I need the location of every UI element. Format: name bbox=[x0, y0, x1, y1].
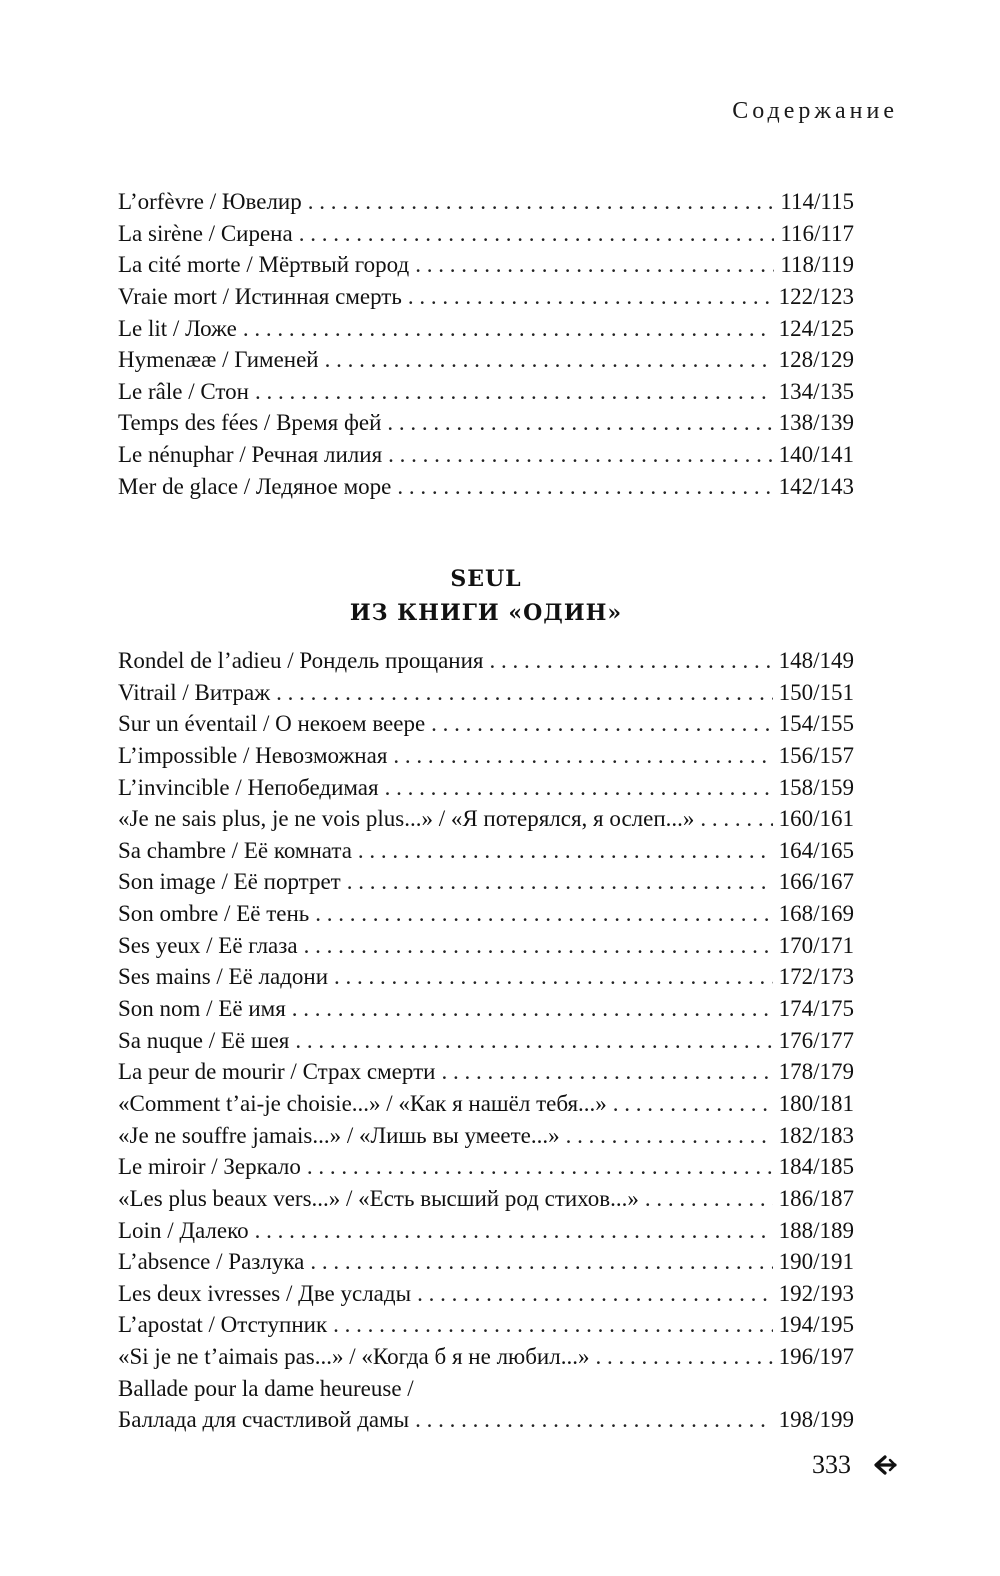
toc-entry[interactable] bbox=[118, 1120, 854, 1152]
toc-entry[interactable] bbox=[118, 1025, 854, 1057]
dot-leader bbox=[415, 1404, 772, 1436]
dot-leader bbox=[441, 1056, 772, 1088]
toc-entry-pages: 148/149 bbox=[778, 648, 854, 673]
toc-entry[interactable] bbox=[118, 407, 854, 439]
toc-entry-title: L’impossible / Невозможная bbox=[118, 742, 388, 768]
toc-entry-pages: 140/141 bbox=[778, 442, 854, 468]
toc-entry[interactable] bbox=[118, 1278, 854, 1310]
toc-entry[interactable] bbox=[118, 993, 854, 1025]
toc-entry[interactable] bbox=[118, 344, 854, 376]
toc-entry-title: Le lit / Ложе bbox=[118, 315, 237, 341]
toc-entry-title: La sirène / Сирена bbox=[118, 220, 293, 246]
toc-entry-pages: 188/189 bbox=[778, 1217, 854, 1243]
toc-entry-pages: 116/117 bbox=[780, 220, 854, 246]
left-arrow-icon[interactable] bbox=[868, 1450, 898, 1480]
toc-entry[interactable] bbox=[118, 1309, 854, 1341]
toc-entry-pages: 166/167 bbox=[778, 869, 854, 895]
toc-entry[interactable] bbox=[118, 930, 854, 962]
toc-entry[interactable] bbox=[118, 471, 854, 503]
toc-entry-title: Son ombre / Её тень bbox=[118, 901, 310, 927]
toc-entry-title: Le miroir / Зеркало bbox=[118, 1154, 301, 1180]
toc-entry-title: La cité morte / Мёртвый город bbox=[118, 252, 410, 278]
toc-entry[interactable] bbox=[118, 281, 854, 313]
dot-leader bbox=[415, 249, 774, 281]
toc-entry-title: Sur un éventail / О некоем веере bbox=[118, 711, 426, 737]
toc-entry-pages: 182/183 bbox=[778, 1122, 854, 1148]
toc-entry-pages: 134/135 bbox=[778, 378, 854, 404]
toc-entry-title: Mer de glace / Ледяное море bbox=[118, 473, 392, 499]
toc-entry-pages: 192/193 bbox=[778, 1280, 854, 1306]
dot-leader bbox=[613, 1088, 773, 1120]
toc-entry[interactable] bbox=[118, 249, 854, 281]
toc-entry-pages: 184/185 bbox=[778, 1154, 854, 1180]
dot-leader bbox=[700, 803, 772, 835]
toc-entry[interactable] bbox=[118, 898, 854, 930]
toc-entry-pages: 156/157 bbox=[778, 742, 854, 768]
toc-entry-title: Le râle / Стон bbox=[118, 378, 249, 404]
dot-leader bbox=[304, 930, 773, 962]
toc-entry[interactable] bbox=[118, 708, 854, 740]
dot-leader bbox=[255, 376, 773, 408]
toc-entry-title: Temps des fées / Время фей bbox=[118, 410, 382, 436]
dot-leader bbox=[307, 1151, 773, 1183]
toc-entry[interactable] bbox=[118, 961, 854, 993]
toc-entry[interactable] bbox=[118, 835, 854, 867]
toc-entry-title: L’invincible / Непобедимая bbox=[118, 774, 379, 800]
toc-entry-pages: 172/173 bbox=[778, 964, 854, 990]
toc-entry-title: La peur de mourir / Страх смерти bbox=[118, 1059, 436, 1085]
dot-leader bbox=[325, 344, 773, 376]
toc-entry[interactable] bbox=[118, 218, 854, 250]
dot-leader bbox=[310, 1246, 772, 1278]
dot-leader bbox=[566, 1120, 773, 1152]
dot-leader bbox=[347, 866, 773, 898]
toc-entry-title: Vitrail / Витраж bbox=[118, 679, 271, 705]
toc-entry[interactable] bbox=[118, 313, 854, 345]
dot-leader bbox=[595, 1341, 772, 1373]
dot-leader bbox=[408, 281, 773, 313]
toc-entry-pages: 138/139 bbox=[778, 410, 854, 436]
toc-entry[interactable] bbox=[118, 1151, 854, 1183]
toc-entry[interactable] bbox=[118, 1404, 854, 1436]
dot-leader bbox=[358, 835, 773, 867]
toc-entry[interactable] bbox=[118, 376, 854, 408]
dot-leader bbox=[393, 740, 772, 772]
toc-entry-title: Les deux ivresses / Две услады bbox=[118, 1280, 412, 1306]
toc-list-part1 bbox=[118, 186, 854, 502]
toc-entry[interactable] bbox=[118, 1183, 854, 1215]
toc-entry-pages: 180/181 bbox=[778, 1090, 854, 1116]
dot-leader bbox=[388, 439, 772, 471]
toc-entry[interactable] bbox=[118, 772, 854, 804]
toc-entry[interactable] bbox=[118, 1056, 854, 1088]
toc-entry-title: L’absence / Разлука bbox=[118, 1249, 305, 1275]
toc-entry-pages: 142/143 bbox=[778, 473, 854, 499]
toc-entry-title: «Comment t’ai-je choisie...» / «Как я нашёл тебя...» bbox=[118, 1090, 607, 1116]
toc-entry-title: «Si je ne t’aimais pas...» / «Когда б я не любил...» bbox=[118, 1344, 590, 1370]
toc-entry-title: Son nom / Её имя bbox=[118, 996, 286, 1022]
dot-leader bbox=[397, 471, 772, 503]
toc-entry[interactable] bbox=[118, 186, 854, 218]
toc-entry-pages: 186/187 bbox=[778, 1185, 854, 1211]
toc-entry-title: «Les plus beaux vers...» / «Есть высший род стихов...» bbox=[118, 1185, 639, 1211]
toc-entry-pages: 164/165 bbox=[778, 837, 854, 863]
dot-leader bbox=[308, 186, 775, 218]
toc-entry-pages: 198/199 bbox=[778, 1407, 854, 1433]
toc-entry-pages: 128/129 bbox=[778, 347, 854, 373]
dot-leader bbox=[645, 1183, 773, 1215]
dot-leader bbox=[417, 1278, 773, 1310]
dot-leader bbox=[315, 898, 772, 930]
dot-leader bbox=[255, 1215, 773, 1247]
toc-entry[interactable] bbox=[118, 866, 854, 898]
toc-entry-title: Ses yeux / Её глаза bbox=[118, 932, 298, 958]
dot-leader bbox=[387, 407, 772, 439]
toc-entry-pages: 118/119 bbox=[780, 252, 854, 278]
toc-entry-pages: 114/115 bbox=[780, 189, 854, 214]
dot-leader bbox=[489, 645, 772, 677]
toc-entry[interactable] bbox=[118, 645, 854, 677]
toc-entry-pages: 154/155 bbox=[778, 711, 854, 737]
toc-entry-title: L’orfèvre / Ювелир bbox=[118, 189, 302, 214]
toc-entry-pages: 124/125 bbox=[778, 315, 854, 341]
toc-entry-title: L’apostat / Отступник bbox=[118, 1312, 328, 1338]
toc-entry-pages: 174/175 bbox=[778, 996, 854, 1022]
section-title-ru: ИЗ КНИГИ «ОДИН» bbox=[349, 600, 623, 626]
toc-entry-title: Son image / Её портрет bbox=[118, 869, 341, 895]
toc-entry[interactable] bbox=[118, 439, 854, 471]
dot-leader bbox=[333, 1309, 772, 1341]
toc-entry-title: «Je ne sais plus, je ne vois plus...» / «Я потерялся, я ослеп...» bbox=[118, 806, 695, 832]
toc-entry[interactable] bbox=[118, 1246, 854, 1278]
toc-entry[interactable] bbox=[118, 740, 854, 772]
toc-entry-title: Баллада для счастливой дамы bbox=[118, 1407, 410, 1433]
toc-entry-pages: 190/191 bbox=[778, 1249, 854, 1275]
toc-entry-title: Sa nuque / Её шея bbox=[118, 1027, 290, 1053]
dot-leader bbox=[295, 1025, 772, 1057]
toc-entry-title: Le nénuphar / Речная лилия bbox=[118, 442, 383, 468]
toc-entry-pages: 150/151 bbox=[778, 679, 854, 705]
dot-leader bbox=[276, 677, 772, 709]
toc-entry[interactable] bbox=[118, 1341, 854, 1373]
toc-entry[interactable] bbox=[118, 677, 854, 709]
toc-entry-title: Ballade pour la dame heureuse / bbox=[118, 1375, 414, 1401]
running-title: Содержание bbox=[732, 98, 898, 124]
toc-list-part2 bbox=[118, 645, 854, 1436]
toc-entry-pages: 168/169 bbox=[778, 901, 854, 927]
toc-entry-pages: 170/171 bbox=[778, 932, 854, 958]
dot-leader bbox=[243, 313, 773, 345]
section-heading bbox=[118, 562, 854, 630]
toc-entry-pages: 160/161 bbox=[778, 806, 854, 832]
dot-leader bbox=[385, 772, 773, 804]
toc-entry-pages: 194/195 bbox=[778, 1312, 854, 1338]
toc-entry[interactable] bbox=[118, 1215, 854, 1247]
toc-entry-pages: 122/123 bbox=[778, 283, 854, 309]
toc-entry-title: Rondel de l’adieu / Рондель прощания bbox=[118, 648, 484, 673]
toc-entry-title: Ses mains / Её ладони bbox=[118, 964, 329, 990]
toc-entry[interactable] bbox=[118, 803, 854, 835]
toc-entry-pages: 176/177 bbox=[778, 1027, 854, 1053]
dot-leader bbox=[334, 961, 773, 993]
dot-leader bbox=[431, 708, 772, 740]
dot-leader bbox=[299, 218, 775, 250]
section-title-fr: SEUL bbox=[450, 566, 522, 592]
toc-entry-title: Vraie mort / Истинная смерть bbox=[118, 283, 402, 309]
toc-entry-title: Hymenææ / Гименей bbox=[118, 347, 319, 373]
toc-entry-continued[interactable] bbox=[118, 1373, 854, 1405]
toc-entry[interactable] bbox=[118, 1088, 854, 1120]
dot-leader bbox=[292, 993, 773, 1025]
toc-entry-pages: 196/197 bbox=[778, 1344, 854, 1370]
toc-entry-pages: 158/159 bbox=[778, 774, 854, 800]
toc-entry-title: Sa chambre / Её комната bbox=[118, 837, 352, 863]
toc-entry-title: «Je ne souffre jamais...» / «Лишь вы умеете...» bbox=[118, 1122, 560, 1148]
toc-entry-pages: 178/179 bbox=[778, 1059, 854, 1085]
toc-entry-title: Loin / Далеко bbox=[118, 1217, 249, 1243]
page-number: 333 bbox=[812, 1450, 851, 1479]
